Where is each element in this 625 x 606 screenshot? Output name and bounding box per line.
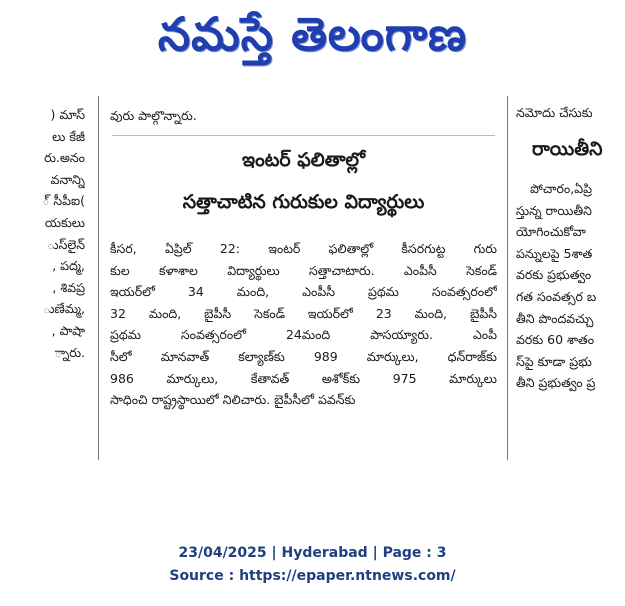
text-line: ్నారు. bbox=[54, 344, 85, 360]
text-line: వరకు 60 శాతం bbox=[516, 332, 595, 348]
body-line: ఇయర్‌లో 34 మంది, ఎంపీసీ ప్రథమ సంవత్సరంలో bbox=[110, 284, 497, 300]
text-line: వురు పాల్గొన్నారు. bbox=[110, 108, 197, 123]
edition-info: 23/04/2025 | Hyderabad | Page : 3 bbox=[178, 545, 447, 561]
text-line: ) మాస్ bbox=[50, 107, 85, 122]
text-line: తీని ప్రభుత్వం ప్ర bbox=[516, 375, 596, 391]
left-column-text bbox=[0, 104, 85, 363]
text-line: యోగించుకోవా bbox=[516, 224, 586, 240]
newspaper-title: నమస్తే తెలంగాణ bbox=[157, 7, 468, 61]
text-line: గత సంవత్సర బ bbox=[516, 288, 597, 304]
text-line: ుణేమ్మ, bbox=[42, 301, 85, 317]
right-column-text bbox=[516, 178, 625, 394]
article-headline-line-1: ఇంటర్ ఫలితాల్లో bbox=[241, 149, 366, 171]
text-line: యకులు bbox=[44, 214, 85, 230]
text-line: వనాన్ని bbox=[50, 171, 85, 187]
text-line: , పద్మ, bbox=[52, 258, 85, 274]
text-line: స్‌పై కూడా ప్రభు bbox=[516, 353, 592, 369]
masthead bbox=[0, 0, 625, 80]
body-line: 32 మంది, బైపీసీ సెకండ్ ఇయర్‌లో 23 మంది, బైపీసీ bbox=[110, 305, 497, 321]
text-line: లు కేజీ bbox=[52, 128, 85, 144]
text-line: నమోదు చేసుకు bbox=[516, 105, 593, 120]
article-top-fragment bbox=[110, 105, 497, 127]
text-line: స్తున్న రాయితీని bbox=[516, 202, 592, 218]
article-body bbox=[110, 238, 497, 411]
column-divider-left bbox=[98, 96, 99, 460]
text-line: ్ సీపీఐ( bbox=[42, 193, 85, 209]
column-divider-right bbox=[507, 96, 508, 460]
text-line: , శివప్ర bbox=[52, 279, 85, 295]
body-line: కీసర, ఏప్రిల్ 22: ఇంటర్ ఫలితాల్లో కీసరగుట్ట గురు bbox=[110, 241, 497, 256]
body-line: సీలో మానవాత్ కల్యాణ్‌కు 989 మార్కులు, ధన్‌రాజ్‌కు bbox=[110, 348, 497, 364]
body-line: సాధించి రాష్ట్రస్థాయిలో నిలిచారు. బైపీసీలో పవన్‌కు bbox=[110, 392, 356, 408]
text-line: తీని పొందవచ్చు bbox=[516, 310, 594, 326]
text-line: పోచారం,ఏప్రి bbox=[530, 181, 593, 196]
right-column-headline: రాయితీని bbox=[532, 138, 603, 160]
source-url: Source : https://epaper.ntnews.com/ bbox=[169, 568, 456, 584]
text-line: రు.అనం bbox=[44, 150, 85, 166]
right-column-top-fragment bbox=[516, 102, 625, 124]
body-line: కుల కళాశాల విద్యార్థులు సత్తాచాటారు. ఎంపీసీ సెకండ్ bbox=[110, 262, 497, 278]
text-line: , పాషా bbox=[51, 322, 85, 338]
body-line: 986 మార్కులు, కేతావత్ అశోక్‌కు 975 మార్కులు bbox=[110, 370, 497, 386]
headline-divider bbox=[112, 135, 495, 136]
text-line: ుస్‌లైన్ bbox=[47, 236, 85, 252]
text-line: వరకు ప్రభుత్వం bbox=[516, 267, 592, 283]
article-headline-line-2: సత్తాచాటిన గురుకుల విద్యార్థులు bbox=[182, 191, 425, 213]
body-line: ప్రథమ సంవత్సరంలో 24మంది పాసయ్యారు. ఎంపీ bbox=[110, 327, 497, 343]
text-line: పన్నులపై 5శాత bbox=[516, 245, 593, 261]
